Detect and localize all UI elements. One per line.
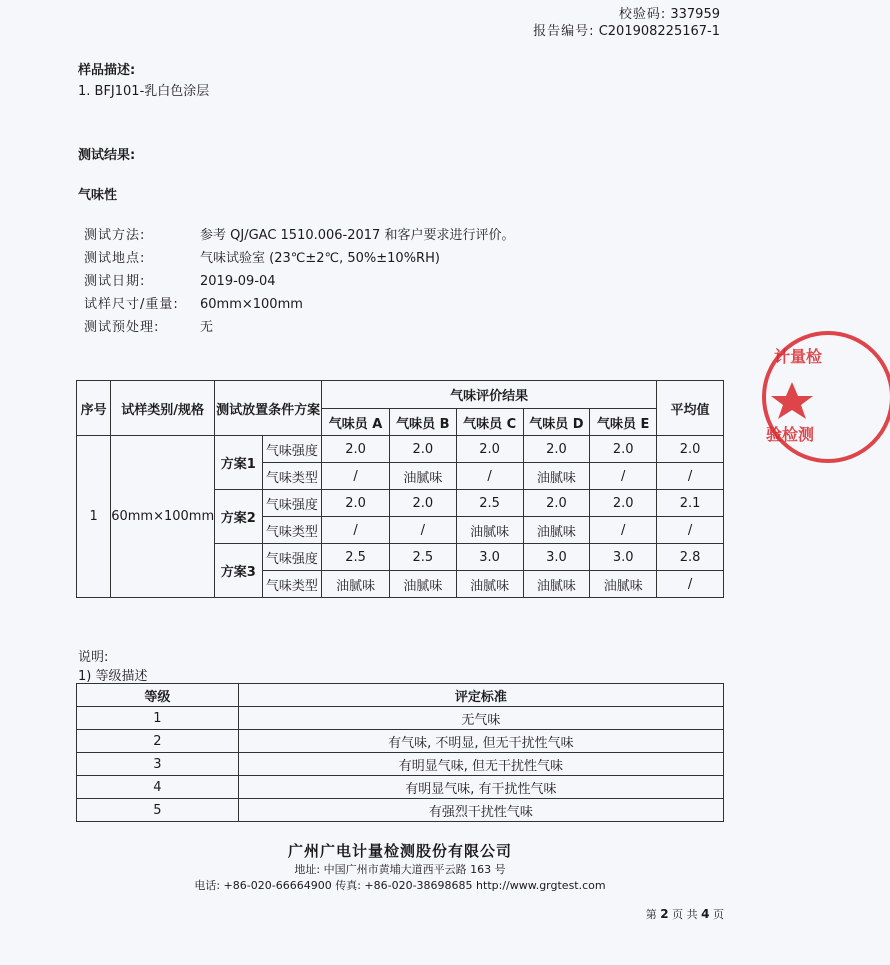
- table-row: 气味类型 / / 油腻味 油腻味 / /: [77, 517, 724, 544]
- evaluator-d: 气味员 D: [523, 409, 590, 436]
- table-row: 气味类型 油腻味 油腻味 油腻味 油腻味 油腻味 /: [77, 571, 724, 598]
- table-row: 3 有明显气味, 但无干扰性气味: [77, 753, 724, 776]
- table-row: 方案3 气味强度 2.5 2.5 3.0 3.0 3.0 2.8: [77, 544, 724, 571]
- grade-table: [76, 683, 724, 822]
- header-evaluation: 气味评价结果: [322, 381, 657, 409]
- header-standard: 评定标准: [238, 684, 723, 707]
- header-no: 序号: [77, 381, 111, 436]
- header-condition: 测试放置条件方案: [215, 381, 322, 436]
- table-row: 1 无气味: [77, 707, 724, 730]
- plan-2: 方案2: [215, 490, 262, 544]
- sample-title: 样品描述:: [78, 63, 136, 78]
- notes-title: 说明:: [78, 650, 109, 665]
- info-row: 测试地点: 气味试验室 (23℃±2℃, 50%±10%RH): [84, 251, 440, 266]
- plan-3: 方案3: [215, 544, 262, 598]
- sample-no: 1: [77, 436, 111, 598]
- table-row: 1 60mm×100mm 方案1 气味强度 2.0 2.0 2.0 2.0 2.0 2.0: [77, 436, 724, 463]
- official-seal-stamp: [760, 322, 890, 472]
- odor-title: 气味性: [78, 188, 118, 203]
- seal-text-top: 计量检: [774, 347, 823, 366]
- company-address: 地址: 中国广州市黄埔大道西平云路 163 号: [294, 863, 506, 876]
- info-row: 测试预处理: 无: [84, 320, 214, 335]
- table-row: 5 有强烈干扰性气味: [77, 799, 724, 822]
- notes-subtitle: 1) 等级描述: [78, 669, 148, 684]
- test-info: [84, 226, 514, 341]
- table-row: 2 有气味, 不明显, 但无干扰性气味: [77, 730, 724, 753]
- header-level: 等级: [77, 684, 239, 707]
- odor-results-table: [76, 380, 724, 598]
- plan-1: 方案1: [215, 436, 262, 490]
- evaluator-c: 气味员 C: [456, 409, 523, 436]
- company-name: 广州广电计量检测股份有限公司: [287, 842, 512, 860]
- evaluator-a: 气味员 A: [322, 409, 390, 436]
- info-row: 测试方法: 参考 QJ/GAC 1510.006-2017 和客户要求进行评价。: [84, 228, 515, 243]
- header-sample: 试样类别/规格: [111, 381, 215, 436]
- info-row: 测试日期: 2019-09-04: [84, 274, 276, 289]
- evaluator-e: 气味员 E: [590, 409, 657, 436]
- table-row: 方案2 气味强度 2.0 2.0 2.5 2.0 2.0 2.1: [77, 490, 724, 517]
- seal-text-bottom: 验检测: [766, 425, 815, 444]
- check-code: 校验码: 337959: [618, 7, 720, 22]
- evaluator-b: 气味员 B: [389, 409, 456, 436]
- sample-item: 1. BFJ101-乳白色涂层: [78, 84, 210, 99]
- sample-spec: 60mm×100mm: [111, 436, 215, 598]
- table-row: 气味类型 / 油腻味 / 油腻味 / /: [77, 463, 724, 490]
- company-contact: 电话: +86-020-66664900 传真: +86-020-38698685 http://www.grgtest.com: [194, 879, 606, 892]
- results-title: 测试结果:: [78, 148, 136, 163]
- page-number: 第 2 页 共 4 页: [645, 907, 724, 921]
- header-average: 平均值: [657, 381, 724, 436]
- table-row: 4 有明显气味, 有干扰性气味: [77, 776, 724, 799]
- info-row: 试样尺寸/重量: 60mm×100mm: [84, 297, 303, 312]
- report-number: 报告编号: C201908225167-1: [533, 24, 720, 39]
